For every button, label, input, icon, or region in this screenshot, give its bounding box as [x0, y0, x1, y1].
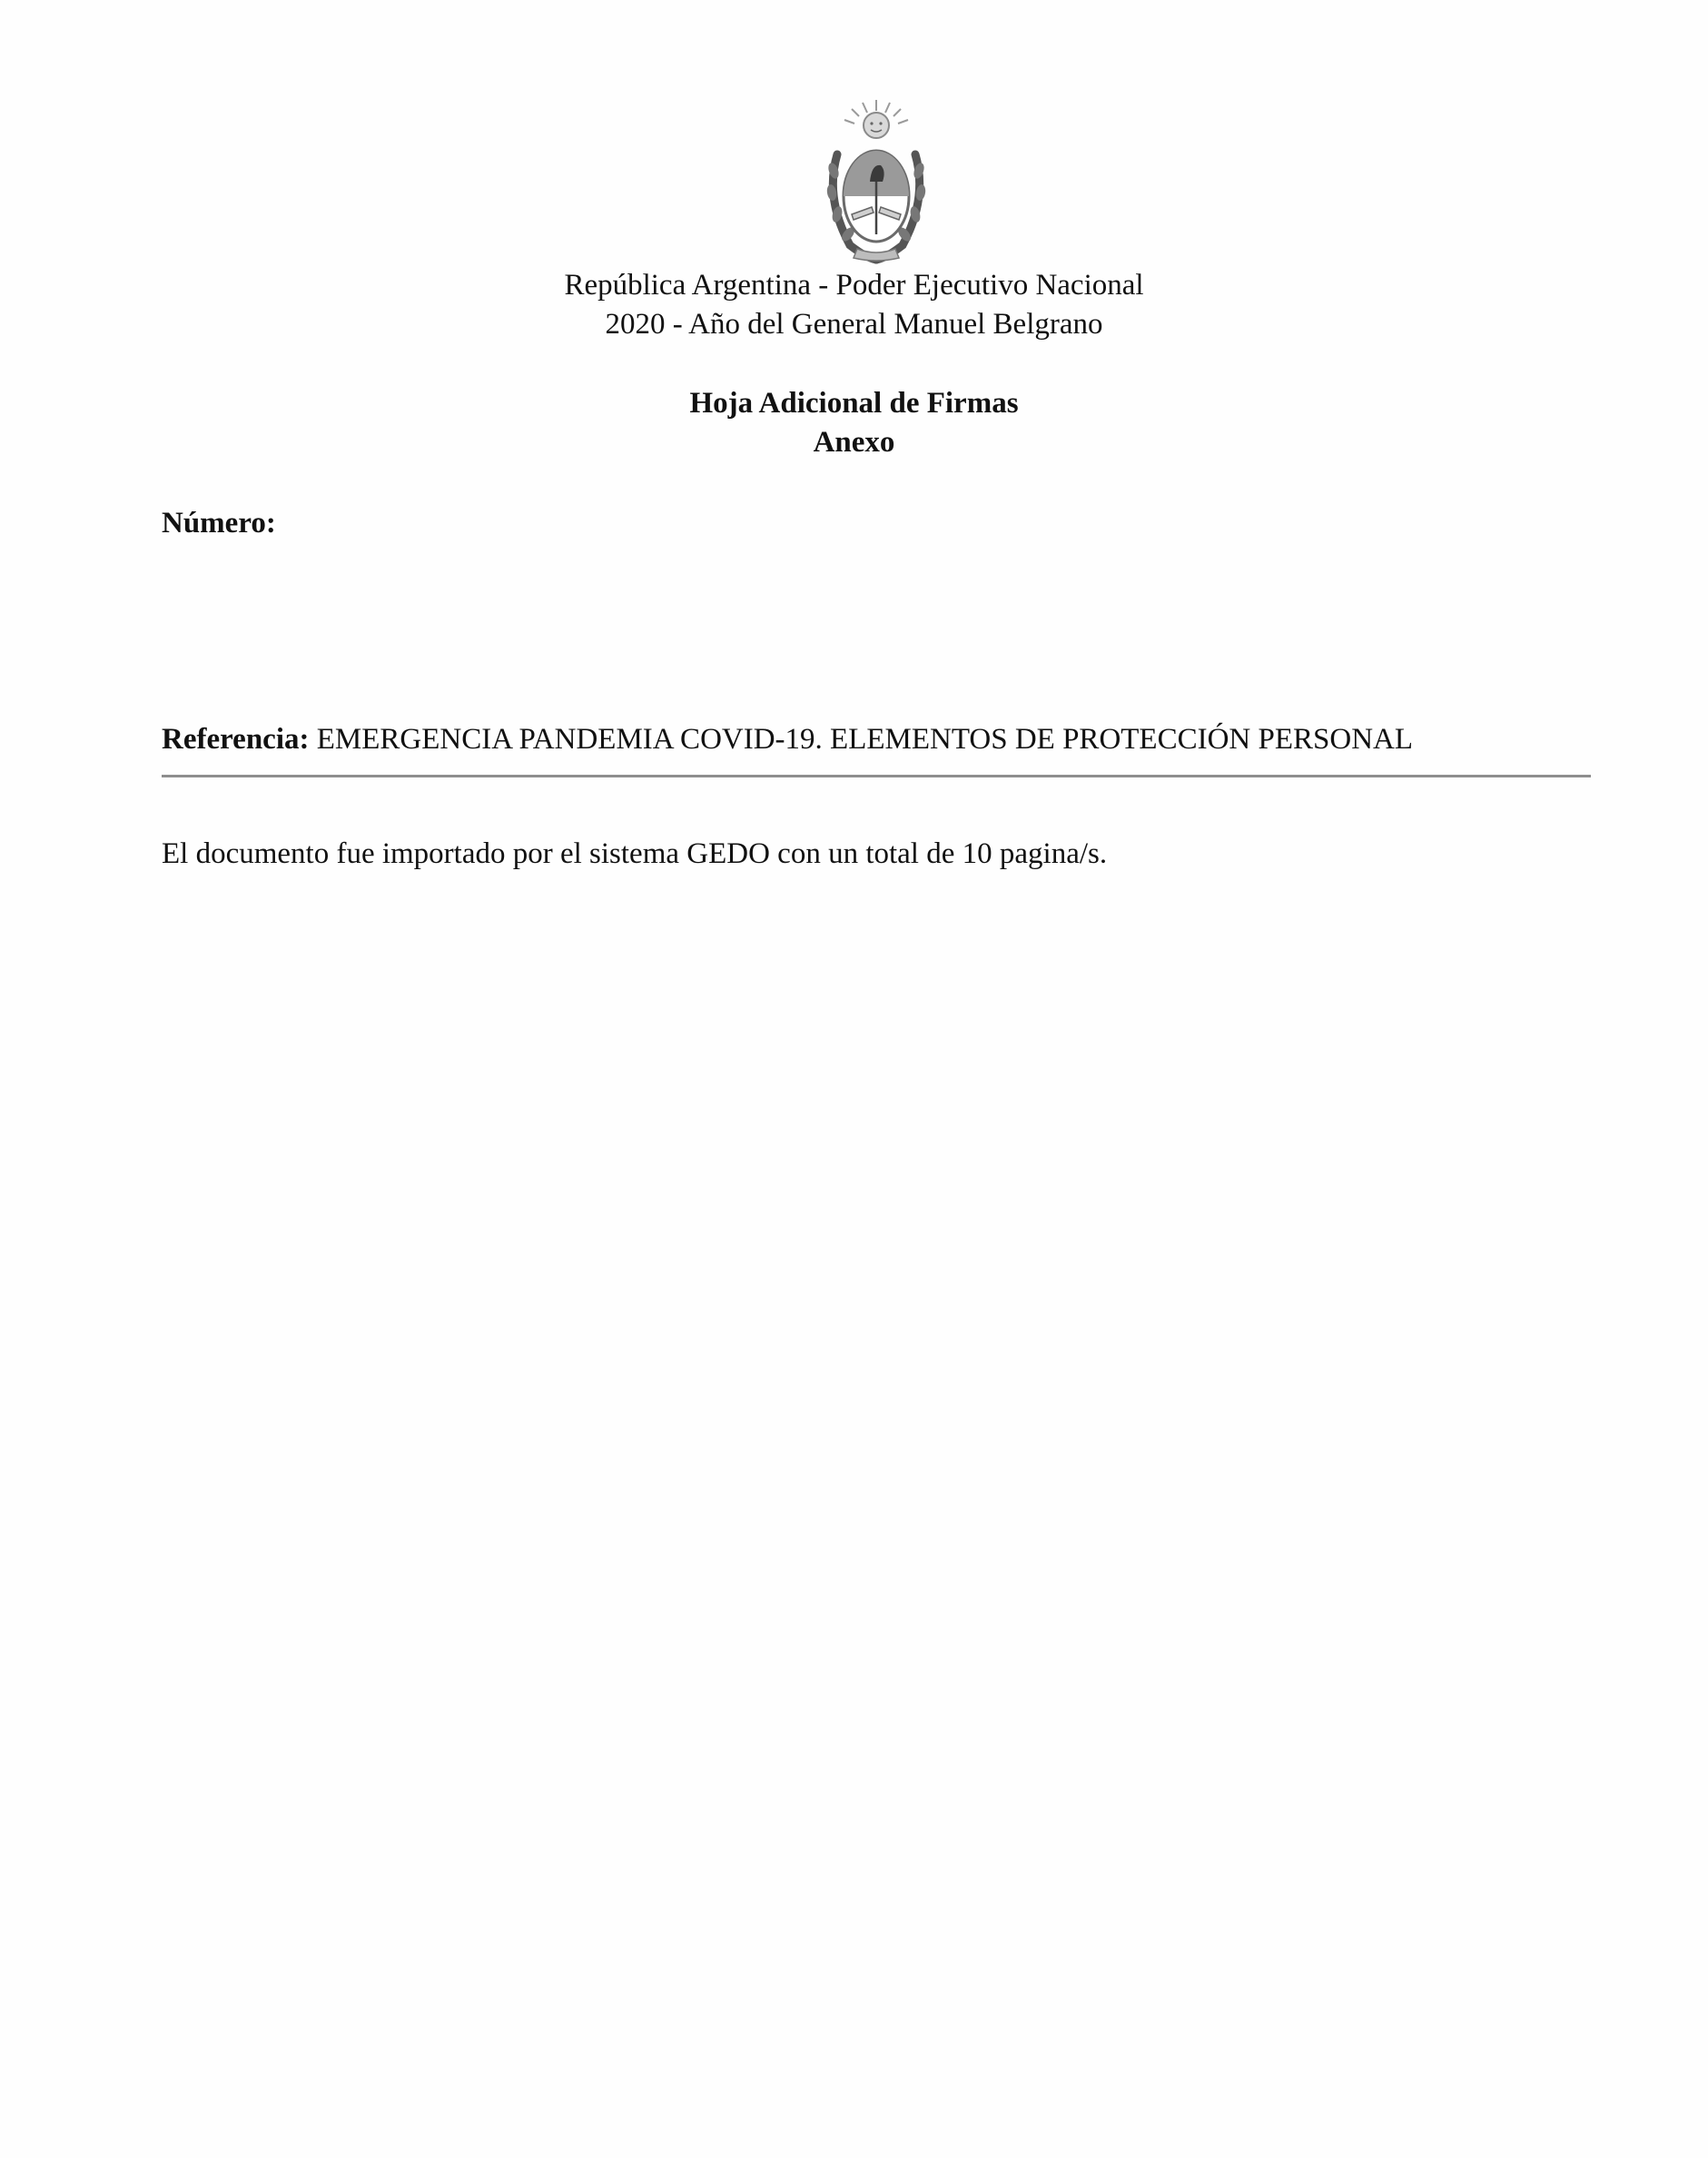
national-coat-of-arms-icon — [817, 98, 935, 267]
document-subtitle: Anexo — [813, 426, 895, 459]
divider-line — [162, 775, 1591, 777]
referencia-label: Referencia: — [162, 723, 310, 756]
referencia-value: EMERGENCIA PANDEMIA COVID-19. ELEMENTOS DE PROTECCIÓN PERSONAL — [309, 723, 1414, 756]
import-note: El documento fue importado por el sistema GEDO con un total de 10 pagina/s. — [162, 837, 1108, 870]
numero-label: Número: — [162, 507, 276, 540]
issuer-line: República Argentina - Poder Ejecutivo Nacional — [564, 269, 1144, 302]
year-motto-line: 2020 - Año del General Manuel Belgrano — [605, 308, 1103, 341]
referencia-line — [162, 721, 1413, 757]
document-title: Hoja Adicional de Firmas — [689, 387, 1019, 420]
